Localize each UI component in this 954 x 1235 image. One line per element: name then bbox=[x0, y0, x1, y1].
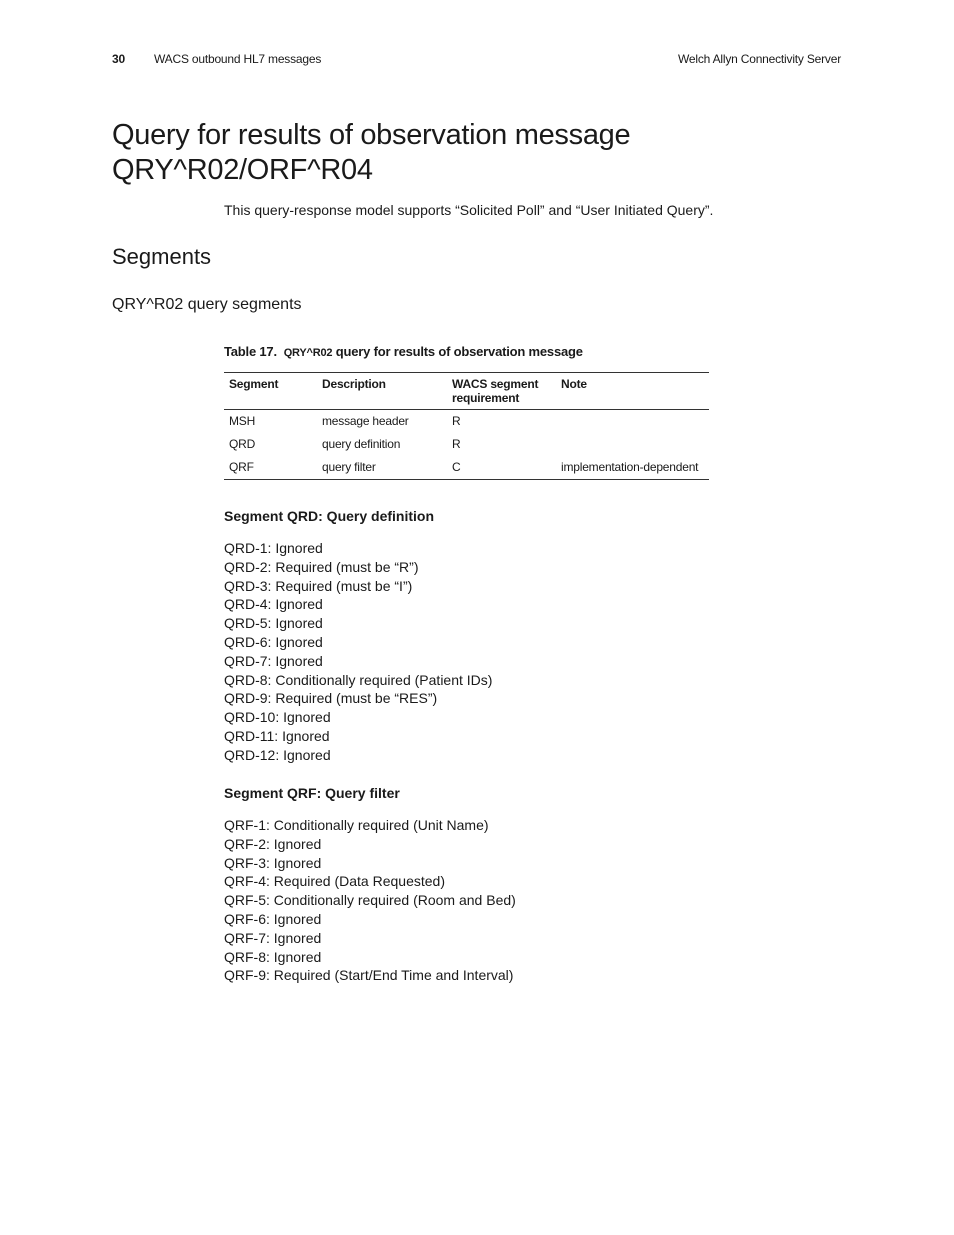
field-item: QRD-10: Ignored bbox=[224, 709, 331, 726]
column-header-description: Description bbox=[322, 377, 386, 391]
table-cell-segment: MSH bbox=[229, 414, 256, 428]
field-item: QRF-9: Required (Start/End Time and Interval) bbox=[224, 967, 514, 984]
column-header-requirement: WACS segment requirement bbox=[452, 377, 539, 405]
field-item: QRD-8: Conditionally required (Patient IDs) bbox=[224, 671, 493, 688]
table-caption-code: QRY^R02 bbox=[283, 347, 333, 359]
field-item: QRD-3: Required (must be “I”) bbox=[224, 577, 413, 594]
qrd-field-list bbox=[224, 539, 492, 765]
field-item: QRF-8: Ignored bbox=[224, 948, 322, 965]
table-cell-note: implementation-dependent bbox=[561, 460, 699, 474]
page-header bbox=[112, 52, 841, 70]
field-item: QRD-6: Ignored bbox=[224, 633, 323, 650]
table-cell-requirement: C bbox=[452, 460, 461, 474]
field-item: QRF-4: Required (Data Requested) bbox=[224, 873, 445, 890]
table-cell-description: query filter bbox=[322, 460, 376, 474]
field-item: QRF-6: Ignored bbox=[224, 910, 322, 927]
qrd-heading: Segment QRD: Query definition bbox=[224, 508, 435, 524]
field-item: QRD-9: Required (must be “RES”) bbox=[224, 690, 438, 707]
qrf-heading: Segment QRF: Query filter bbox=[224, 785, 400, 801]
field-item: QRD-5: Ignored bbox=[224, 615, 323, 632]
header-section-name: WACS outbound HL7 messages bbox=[154, 52, 322, 66]
field-item: QRD-1: Ignored bbox=[224, 540, 323, 556]
intro-paragraph: This query-response model supports “Solicited Poll” and “User Initiated Query”. bbox=[224, 202, 714, 218]
query-segments-heading: QRY^R02 query segments bbox=[112, 296, 302, 313]
column-header-segment: Segment bbox=[229, 377, 279, 391]
table-caption-prefix: Table 17. bbox=[224, 344, 277, 359]
table-cell-segment: QRD bbox=[229, 437, 256, 451]
table-cell-segment: QRF bbox=[229, 460, 254, 474]
field-item: QRF-5: Conditionally required (Room and Bed) bbox=[224, 892, 516, 909]
field-item: QRF-3: Ignored bbox=[224, 854, 322, 871]
page-number: 30 bbox=[112, 52, 125, 66]
table-caption bbox=[224, 344, 583, 359]
field-item: QRF-1: Conditionally required (Unit Name) bbox=[224, 817, 489, 833]
table-row bbox=[224, 410, 709, 434]
table-cell-note bbox=[556, 433, 709, 456]
header-product-name: Welch Allyn Connectivity Server bbox=[678, 52, 841, 66]
table-header-row bbox=[224, 373, 709, 410]
field-item: QRD-11: Ignored bbox=[224, 727, 330, 744]
field-item: QRD-2: Required (must be “R”) bbox=[224, 558, 419, 575]
segments-table bbox=[224, 372, 709, 480]
field-item: QRD-4: Ignored bbox=[224, 596, 323, 613]
field-item: QRD-12: Ignored bbox=[224, 746, 331, 763]
table-cell-requirement: R bbox=[452, 414, 461, 428]
field-item: QRF-2: Ignored bbox=[224, 835, 322, 852]
table-cell-description: message header bbox=[322, 414, 409, 428]
table-cell-requirement: R bbox=[452, 437, 461, 451]
table-row bbox=[224, 433, 709, 456]
segments-heading: Segments bbox=[112, 244, 212, 269]
qrf-field-list bbox=[224, 816, 516, 985]
table-row bbox=[224, 456, 709, 480]
field-item: QRD-7: Ignored bbox=[224, 652, 323, 669]
table-cell-note bbox=[556, 410, 709, 434]
table-caption-text: query for results of observation message bbox=[335, 344, 583, 359]
column-header-note: Note bbox=[561, 377, 587, 391]
table-cell-description: query definition bbox=[322, 437, 401, 451]
field-item: QRF-7: Ignored bbox=[224, 929, 322, 946]
page-title: Query for results of observation message QRY^R02/ORF^R04 bbox=[112, 119, 631, 186]
